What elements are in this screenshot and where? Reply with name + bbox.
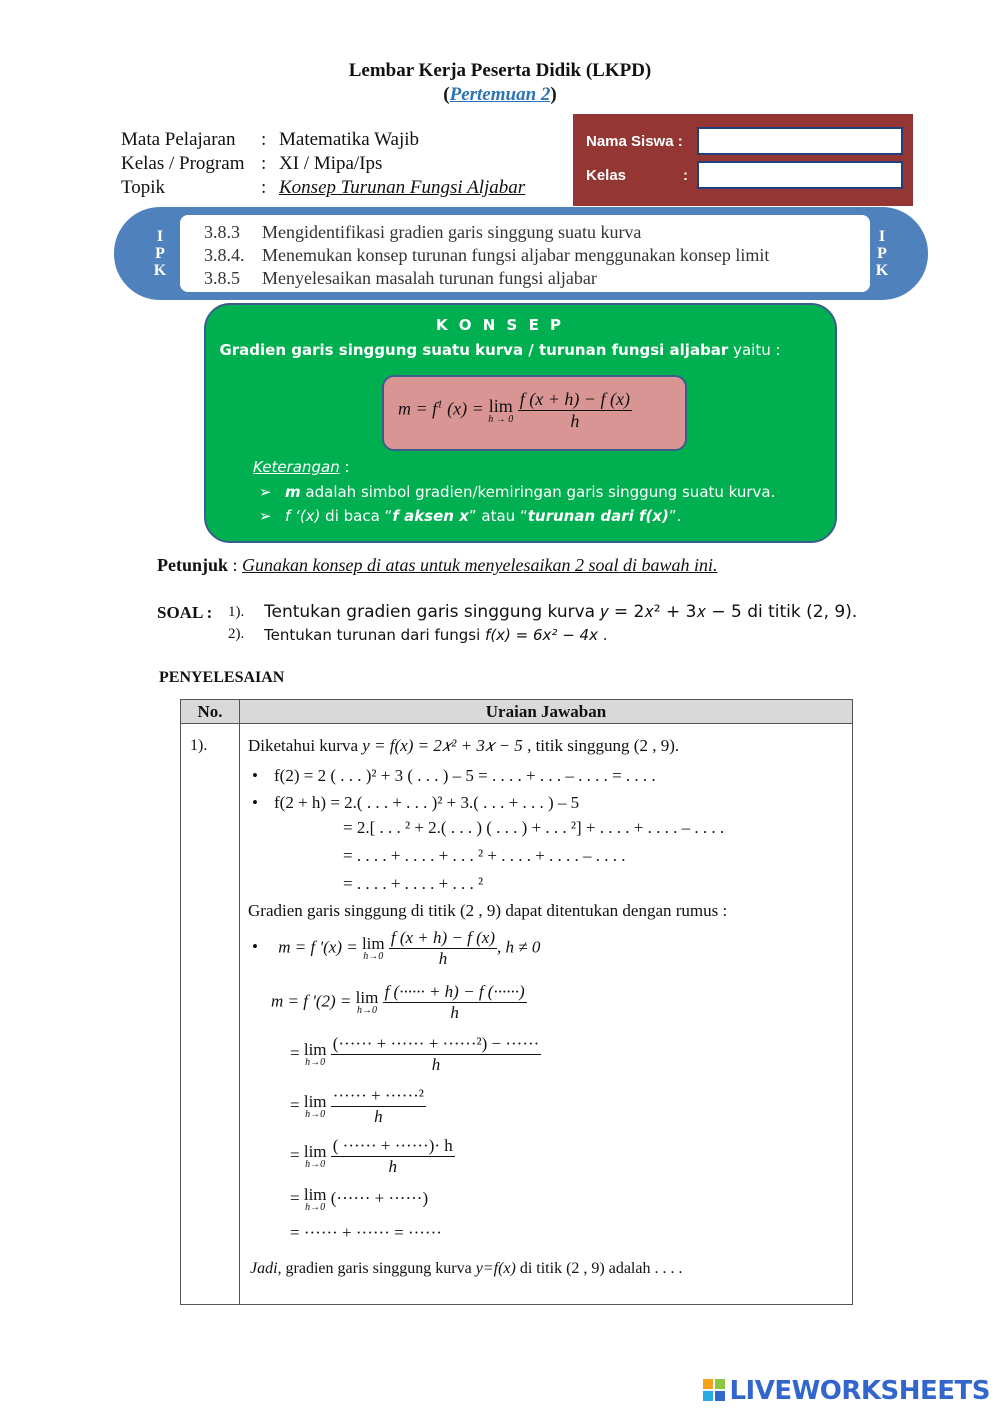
formula-fraction: $\frac{f (x + h) - f (x)}{h}$ <box>519 389 631 431</box>
fraction: $\frac{( \cdot\cdot\cdot\cdot\cdot\cdot + \cdot\cdot\cdot\cdot\cdot\cdot)\cdot h}{h}$ <box>332 1136 453 1176</box>
section-heading: PENYELESAIAN <box>159 669 285 686</box>
gradient-formula-step: = lim h→0 $\frac{\text{······ + ······²}}{h}$ <box>290 1086 424 1126</box>
column-header-answer: Uraian Jawaban <box>240 700 853 724</box>
student-class-input[interactable] <box>697 161 903 189</box>
bullet-icon: • <box>252 766 258 785</box>
limit-operator: lim h→0 <box>361 934 385 962</box>
bullet-icon: • <box>252 793 258 812</box>
answer-line: = . . . . + . . . . + . . . ² <box>343 874 484 893</box>
page-title: Lembar Kerja Peserta Didik (LKPD) <box>348 60 652 81</box>
arrow-bullet-icon: ➢ <box>259 483 272 501</box>
soal-label: SOAL : <box>157 603 213 622</box>
row-number-cell <box>181 724 240 1305</box>
student-name-input[interactable] <box>697 127 903 155</box>
instructions: Petunjuk : Gunakan konsep di atas untuk menyelesaikan 2 soal di bawah ini. <box>157 555 718 575</box>
question-number: 2). <box>228 626 245 642</box>
student-class-label: Kelas <box>586 167 627 184</box>
konsep-title: K O N S E P <box>435 316 565 334</box>
gradient-formula-step: = lim h→0 (······ + ······) <box>290 1185 429 1213</box>
row-number: 1). <box>190 737 208 754</box>
answer-line: = 2.[ . . . ² + 2.( . . . ) ( . . . ) + . . . ²] + . . . . + . . . . – . . . . <box>343 818 725 837</box>
meeting-link[interactable]: Pertemuan 2 <box>449 84 551 105</box>
limit-operator: lim h→0 <box>355 988 379 1016</box>
bullet-icon: • <box>252 937 258 957</box>
limit-operator: lim h→0 <box>303 1142 327 1170</box>
answer-line-known: Diketahui kurva y = f(x) = 2𝑥² + 3𝑥 − 5 , titik singgung (2 , 9). <box>248 736 680 755</box>
info-row-subject: Mata Pelajaran : Matematika Wajib <box>121 129 420 150</box>
ipk-item: 3.8.3 Mengidentifikasi gradien garis singgung suatu kurva <box>204 222 642 242</box>
gradient-formula: • m = f '(x) = lim h→0 $\frac{f (x + h) - f (x)}{h}$ , h ≠ 0 <box>252 928 541 968</box>
fraction: $\frac{f (x + h) - f (x)}{h}$ <box>390 928 495 968</box>
gradient-formula-step: = lim h→0 $\frac{\text{(······ + ······ + ······²) − ······}}{h}$ <box>290 1034 540 1074</box>
ipk-right-label: I P K <box>875 228 889 279</box>
keterangan-item: ➢ m adalah simbol gradien/kemiringan garis singgung suatu kurva. <box>259 483 776 501</box>
fraction: $\frac{f (\cdot\cdot\cdot\cdot\cdot\cdot + h) - f (\cdot\cdot\cdot\cdot\cdot\cdot)}{h}$ <box>384 982 525 1022</box>
gradient-formula-step: m = f '(2) = lim h→0 $\frac{f (\cdot\cdot\cdot\cdot\cdot\cdot + h) - f (\cdot\cdot\cdot\cdot\cdot\cdot)}{h}$ <box>271 982 525 1022</box>
answer-line: Gradien garis singgung di titik (2 , 9) dapat ditentukan dengan rumus : <box>248 901 728 920</box>
question-2: Tentukan turunan dari fungsi f(x) = 6x² − 4x . <box>264 626 608 644</box>
liveworksheets-logo-icon <box>703 1379 725 1401</box>
limit-operator: lim h → 0 <box>488 395 514 425</box>
answer-line: = . . . . + . . . . + . . . ² + . . . . + . . . . – . . . . <box>343 846 626 865</box>
limit-operator: lim h→0 <box>303 1185 327 1213</box>
fraction: $\frac{\text{······ + ······²}}{h}$ <box>332 1086 424 1126</box>
keterangan-label: Keterangan : <box>253 458 350 476</box>
limit-operator: lim h→0 <box>303 1092 327 1120</box>
question-number: 1). <box>228 604 245 620</box>
ipk-left-label: I P K <box>153 228 167 279</box>
gradient-formula-result: = ······ + ······ = ······ <box>290 1223 442 1242</box>
info-row-topic: Topik : Konsep Turunan Fungsi Aljabar <box>121 177 526 198</box>
ipk-item: 3.8.4. Menemukan konsep turunan fungsi aljabar menggunakan konsep limit <box>204 245 770 265</box>
liveworksheets-logo[interactable]: LIVEWORKSHEETS <box>703 1376 990 1406</box>
student-class-colon: : <box>683 167 688 184</box>
meeting-label: (Pertemuan 2) <box>443 84 557 105</box>
conclusion: Jadi, gradien garis singgung kurva y=f(x) di titik (2 , 9) adalah . . . . <box>250 1260 683 1277</box>
column-header-no: No. <box>181 700 240 724</box>
gradient-formula-step: = lim h→0 $\frac{( \cdot\cdot\cdot\cdot\cdot\cdot + \cdot\cdot\cdot\cdot\cdot\cdot)\cdot h}{h}$ <box>290 1136 453 1176</box>
limit-operator: lim h→0 <box>303 1040 327 1068</box>
info-row-class: Kelas / Program : XI / Mipa/Ips <box>121 153 383 174</box>
konsep-subtitle: Gradien garis singgung suatu kurva / turunan fungsi aljabar yaitu : <box>219 341 781 359</box>
derivative-formula: $m = f^1$ (x) = lim h → 0 $\frac{f (x + h) - f (x)}{h}$ <box>398 389 631 431</box>
keterangan-item: ➢ f ‘(x) di baca “f aksen x” atau “turunan dari f(x)”. <box>259 507 682 525</box>
ipk-item: 3.8.5 Menyelesaikan masalah turunan fungsi aljabar <box>204 268 597 288</box>
student-name-label: Nama Siswa : <box>586 133 683 150</box>
derivative-formula-box <box>382 375 687 451</box>
fraction: $\frac{\text{(······ + ······ + ······²) − ······}}{h}$ <box>332 1034 540 1074</box>
student-info-box <box>573 114 913 206</box>
answer-line: • f(2) = 2 ( . . . )² + 3 ( . . . ) – 5 = . . . . + . . . – . . . . = . . . . <box>252 766 656 785</box>
answer-line: • f(2 + h) = 2.( . . . + . . . )² + 3.( . . . + . . . ) – 5 <box>252 793 580 812</box>
question-1: Tentukan gradien garis singgung kurva 𝑦 = 2𝑥² + 3𝑥 − 5 di titik (2, 9). <box>264 602 858 622</box>
arrow-bullet-icon: ➢ <box>259 507 272 525</box>
